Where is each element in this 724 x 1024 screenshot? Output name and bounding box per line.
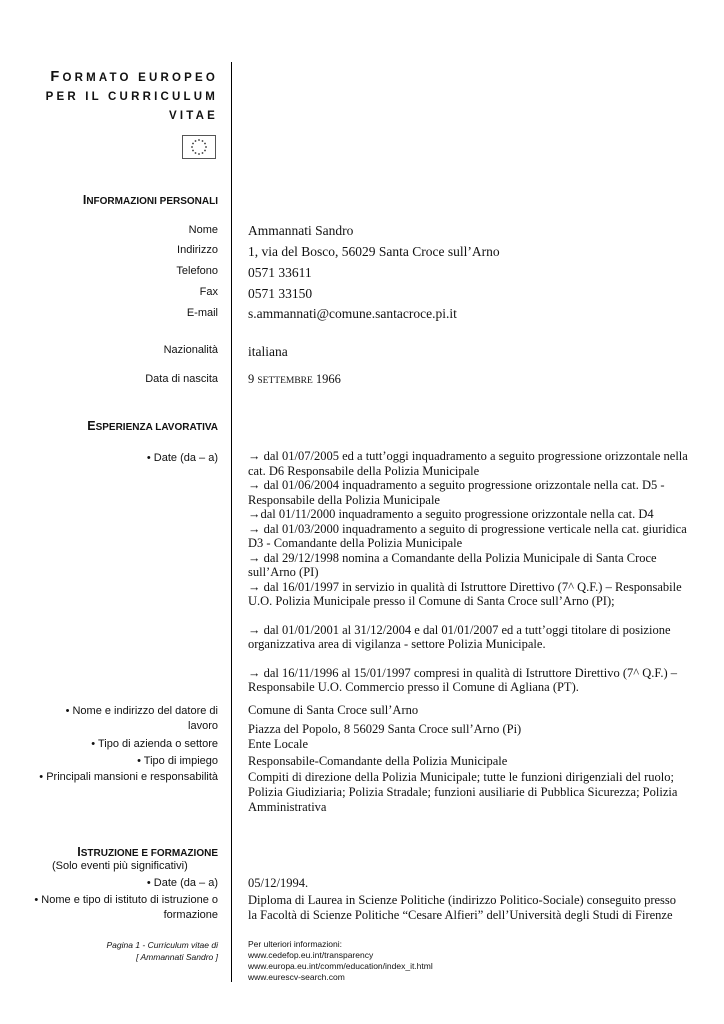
label-phone: Telefono — [176, 265, 218, 277]
experience-entry: → dal 01/06/2004 inquadramento a seguito progressione orizzontale nella cat. D5 - Responsabile della Polizia Municipale — [248, 478, 665, 507]
label-duties: • Principali mansioni e responsabilità — [39, 771, 218, 783]
title-initial: F — [50, 69, 63, 85]
label-institute: • Nome e tipo di istituto di istruzione o formazione — [34, 894, 218, 921]
value-email: s.ammannati@comune.santacroce.pi.it — [248, 306, 457, 321]
experience-entry: → dal 16/11/1996 al 15/01/1997 compresi in qualità di Istruttore Direttivo (7^ Q.F.) – Responsabile U.O. Commercio presso il Comune di Agliana (PT). — [248, 665, 677, 694]
title-line-2: PER IL CURRICULUM — [45, 91, 218, 103]
eu-flag-icon — [182, 135, 216, 159]
footer-link[interactable]: www.cedefop.eu.int/transparency — [248, 950, 374, 960]
experience-entry: → dal 01/03/2000 inquadramento a seguito di progressione verticale nella cat. giuridica D3 - Comandante della Polizia Municipale — [248, 521, 687, 550]
value-nationality: italiana — [248, 344, 288, 359]
footer-links — [248, 939, 433, 983]
experience-entry: → dal 01/07/2005 ed a tutt’oggi inquadramento a seguito progressione orizzontale nella cat. D6 Responsabile della Polizia Municipale — [248, 449, 688, 478]
label-experience-dates: • Date (da – a) — [146, 452, 218, 464]
value-job-type: Responsabile-Comandante della Polizia Municipale — [248, 754, 508, 768]
experience-entries — [248, 449, 688, 695]
label-name: Nome — [188, 224, 218, 236]
value-duties: Compiti di direzione della Polizia Municipale; tutte le funzioni dirigenziali del ruolo; Polizia Giudiziaria; Polizia Stradale; funzioni ausiliarie di Pubblica Sicurezza; Polizia Amministrativa — [248, 770, 678, 814]
document-title — [46, 68, 218, 126]
label-job-type: • Tipo di impiego — [137, 755, 218, 767]
label-sector: • Tipo di azienda o settore — [91, 738, 218, 750]
footer-link[interactable]: www.europa.eu.int/comm/education/index_it.html — [248, 961, 433, 971]
value-birth-date: 9 SETTEMBRE 1966 — [248, 372, 341, 386]
value-name: Ammannati Sandro — [248, 223, 354, 238]
label-birth-date: Data di nascita — [145, 373, 218, 385]
value-address: 1, via del Bosco, 56029 Santa Croce sull’Arno — [248, 244, 500, 259]
section-heading-experience: ESPERIENZA LAVORATIVA — [87, 419, 218, 433]
footer-info-title: Per ulteriori informazioni: — [248, 939, 343, 949]
value-sector: Ente Locale — [248, 737, 309, 751]
value-employer: Comune di Santa Croce sull’Arno Piazza del Popolo, 8 56029 Santa Croce sull’Arno (Pi) — [248, 703, 522, 736]
footer-page-info: Pagina 1 - Curriculum vitae di [ Ammannati Sandro ] — [106, 940, 218, 962]
value-education-date: 05/12/1994. — [248, 876, 309, 890]
label-email: E-mail — [186, 307, 218, 319]
experience-entry: → dal 01/01/2001 al 31/12/2004 e dal 01/01/2007 ed a tutt’oggi titolare di posizione organizzativa area di vigilanza - settore Polizia Municipale. — [248, 622, 671, 651]
vertical-divider — [231, 62, 232, 982]
label-education-date: • Date (da – a) — [146, 877, 218, 889]
section-heading-education: ISTRUZIONE E FORMAZIONE — [77, 845, 218, 859]
title-line-1: ORMATO EUROPEO — [62, 72, 218, 84]
footer-link[interactable]: www.eurescv-search.com — [248, 972, 345, 982]
label-fax: Fax — [199, 286, 218, 298]
value-fax: 0571 33150 — [248, 286, 313, 301]
value-phone: 0571 33611 — [248, 265, 312, 280]
label-address: Indirizzo — [177, 244, 218, 256]
label-employer: • Nome e indirizzo del datore di lavoro — [65, 705, 218, 732]
label-nationality: Nazionalità — [163, 344, 218, 356]
section-heading-personal: INFORMAZIONI PERSONALI — [82, 193, 218, 207]
education-subheading: (Solo eventi più significativi) — [52, 860, 188, 872]
experience-entry: →dal 01/11/2000 inquadramento a seguito progressione orizzontale nella cat. D4 — [248, 507, 654, 521]
experience-entry: → dal 16/01/1997 in servizio in qualità di Istruttore Direttivo (7^ Q.F.) – Responsabile U.O. Polizia Municipale presso il Comune di Santa Croce sull’Arno (PI); — [248, 579, 682, 608]
title-line-3: VITAE — [168, 110, 218, 122]
value-institute: Diploma di Laurea in Scienze Politiche (indirizzo Politico-Sociale) conseguito presso la Facoltà di Scienze Politiche “Cesare Alfieri” dell’Università degli Studi di Firenze — [248, 893, 677, 922]
experience-entry: → dal 29/12/1998 nomina a Comandante della Polizia Municipale di Santa Croce sull’Arno (PI) — [248, 550, 657, 579]
